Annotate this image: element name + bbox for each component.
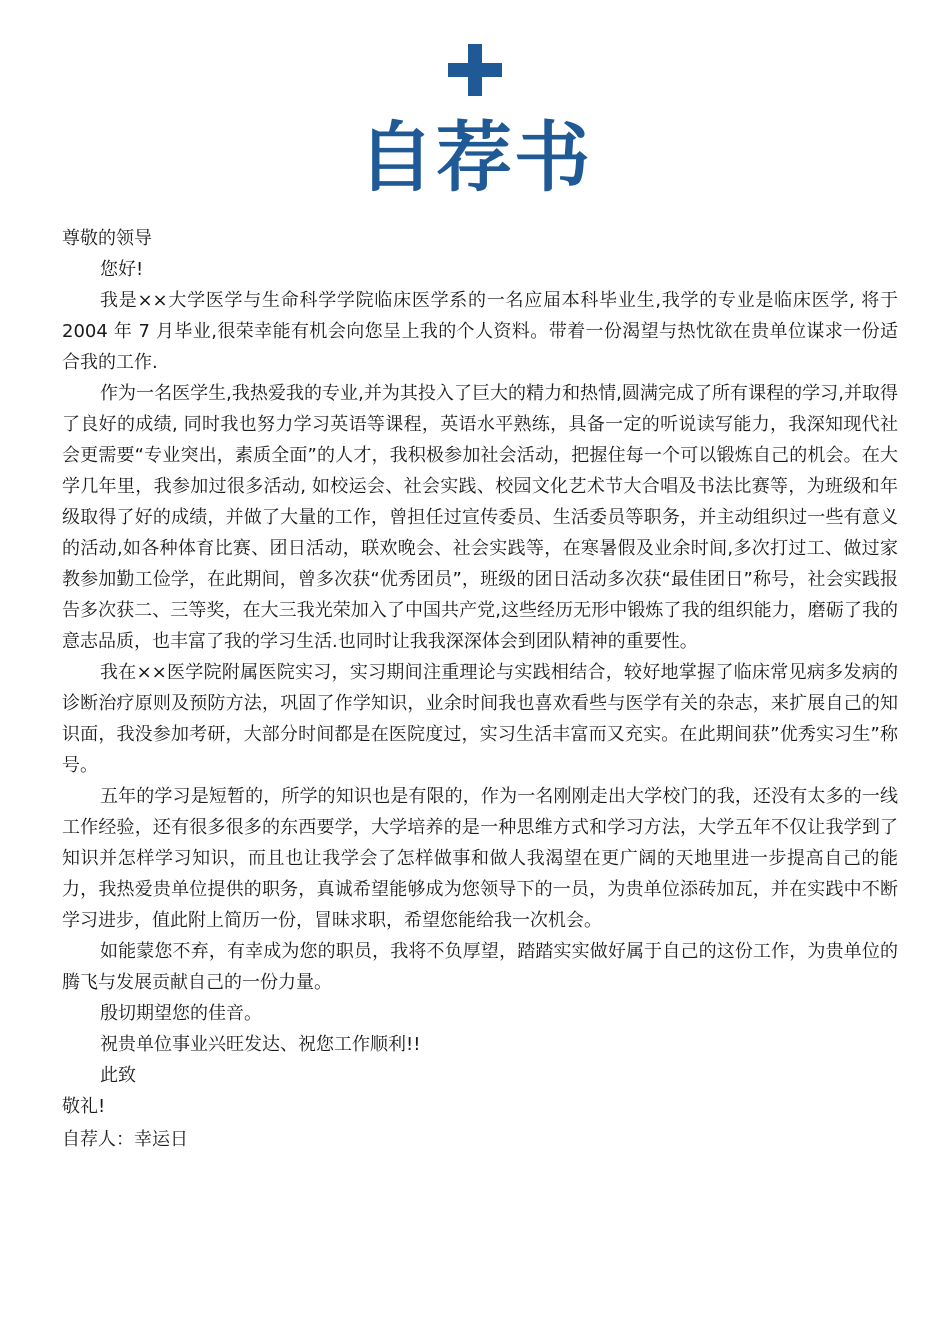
- greeting: 您好!: [100, 259, 144, 280]
- closing: 此致: [100, 1065, 136, 1086]
- paragraph-commitment: 如能蒙您不弃，有幸成为您的职员，我将不负厚望，踏踏实实做好属于自己的这份工作，为贵单位的腾飞与发展贡献自己的一份力量。: [62, 941, 898, 993]
- paragraph-expectation: 殷切期望您的佳音。: [100, 1003, 262, 1024]
- paragraph-internship: 我在××医学院附属医院实习，实习期间注重理论与实践相结合，较好地掌握了临床常见病多发病的诊断治疗原则及预防方法，巩固了作学知识，业余时间我也喜欢看些与医学有关的杂志，来扩展自己的知识面，我没参加考研，大部分时间都是在医院度过，实习生活丰富而又充实。在此期间获”优秀实习生”称号。: [62, 662, 898, 776]
- letter-body: [62, 223, 898, 1155]
- paragraph-intro: 我是××大学医学与生命科学学院临床医学系的一名应届本科毕业生,我学的专业是临床医学, 将于 2004 年 7 月毕业,很荣幸能有机会向您呈上我的个人资料。带着一份渴望与热忱欲在贵单位谋求一份适合我的工作.: [62, 290, 898, 373]
- signature: 自荐人：幸运日: [62, 1129, 188, 1150]
- paragraph-activities: 作为一名医学生,我热爱我的专业,并为其投入了巨大的精力和热情,圆满完成了所有课程的学习,并取得了良好的成绩, 同时我也努力学习英语等课程，英语水平熟练，具备一定的听说读写能力，我深知现代社会更需要“专业突出，素质全面”的人才，我积极参加社会活动，把握住每一个可以锻炼自己的机会。在大学几年里，我参加过很多活动, 如校运会、社会实践、校园文化艺术节大合唱及书法比赛等，为班级和年级取得了好的成绩，并做了大量的工作，曾担任过宣传委员、生活委员等职务，并主动组织过一些有意义的活动,如各种体育比赛、团日活动，联欢晚会、社会实践等，在寒暑假及业余时间,多次打过工、做过家教参加勤工俭学，在此期间，曾多次获“优秀团员”，班级的团日活动多次获“最佳团日”称号，社会实践报告多次获二、三等奖，在大三我光荣加入了中国共产党,这些经历无形中锻炼了我的组织能力，磨砺了我的意志品质，也丰富了我的学习生活.也同时让我我深深体会到团队精神的重要性。: [62, 383, 898, 652]
- page-title: 自荐书: [358, 113, 592, 202]
- medical-cross-icon: [448, 44, 502, 96]
- regards: 敬礼!: [62, 1096, 106, 1117]
- salutation: 尊敬的领导: [62, 228, 152, 249]
- paragraph-wishes: 祝贵单位事业兴旺发达、祝您工作顺利!!: [100, 1034, 421, 1055]
- cross-horizontal-bar: [448, 63, 502, 77]
- paragraph-aspiration: 五年的学习是短暂的，所学的知识也是有限的，作为一名刚刚走出大学校门的我，还没有太多的一线工作经验，还有很多很多的东西要学，大学培养的是一种思维方式和学习方法，大学五年不仅让我学到了知识并怎样学习知识，而且也让我学会了怎样做事和做人我渴望在更广阔的天地里进一步提高自己的能力，我热爱贵单位提供的职务，真诚希望能够成为您领导下的一员，为贵单位添砖加瓦，并在实践中不断学习进步，值此附上简历一份，冒昧求职，希望您能给我一次机会。: [62, 786, 898, 931]
